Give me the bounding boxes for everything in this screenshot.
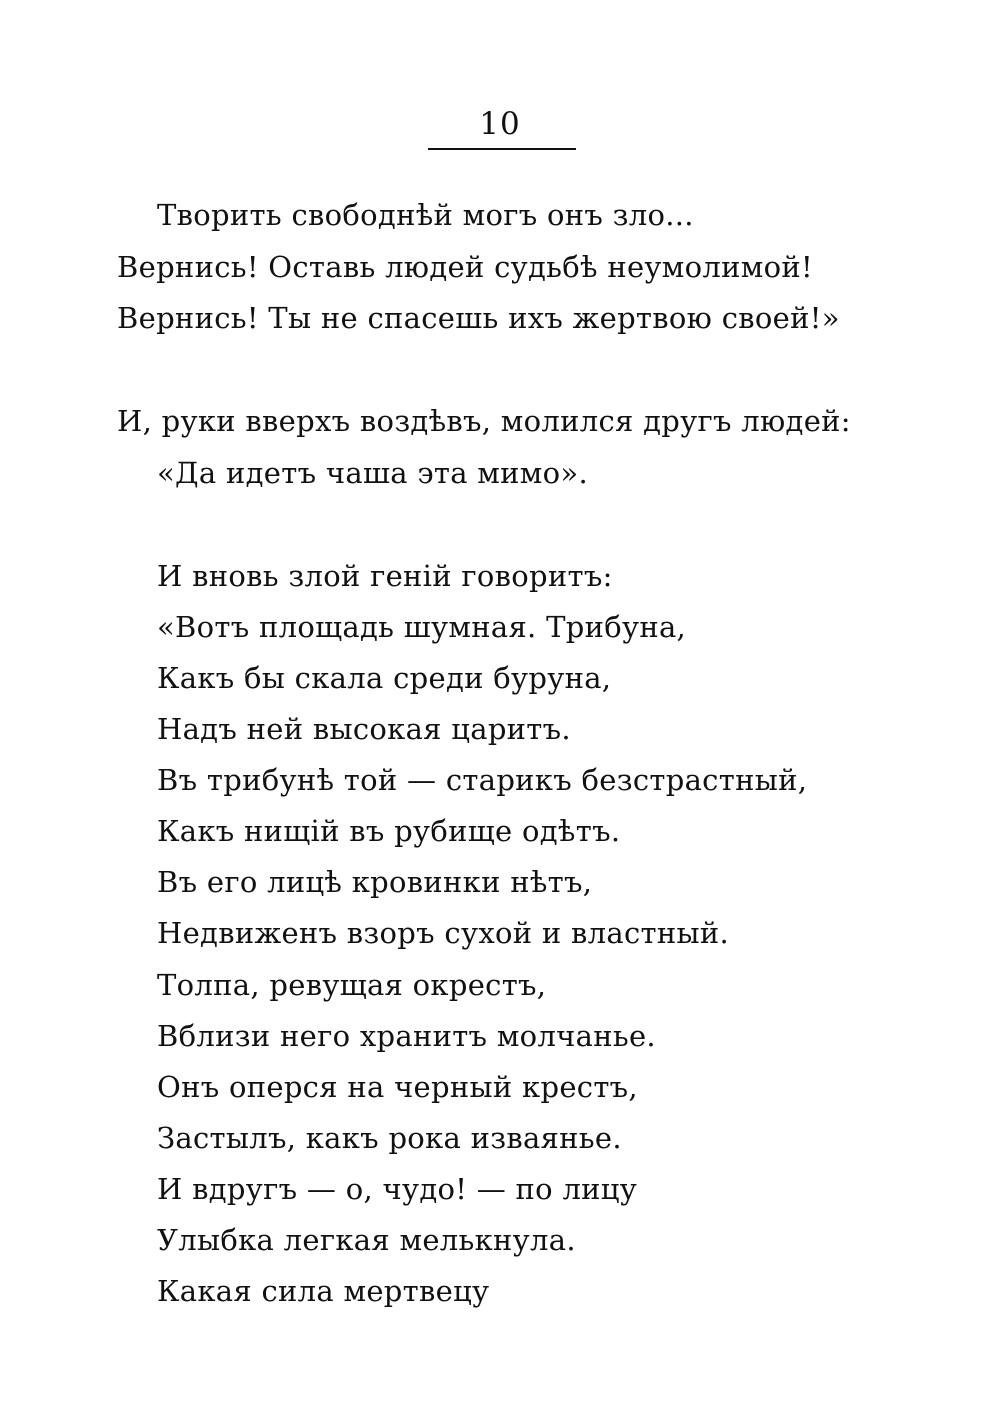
header-rule [428,148,576,150]
verse-line: И вновь злой геній говоритъ: [157,559,613,593]
verse-line: Какая сила мертвецу [157,1274,490,1308]
verse-line: Онъ оперся на черный крестъ, [157,1070,638,1104]
verse-line: Застылъ, какъ рока изваянье. [157,1121,622,1155]
verse-line: И, руки вверхъ воздѣвъ, молился другъ людей: [117,404,851,438]
verse-line: Надъ ней высокая царитъ. [157,712,571,746]
verse-line: Вернись! Ты не спасешь ихъ жертвою своей!» [117,301,840,335]
verse-line: Вернись! Оставь людей судьбѣ неумолимой! [117,250,813,284]
verse-line: «Вотъ площадь шумная. Трибуна, [157,610,687,644]
verse-line: Какъ нищій въ рубище одѣтъ. [157,814,621,848]
verse-line: «Да идетъ чаша эта мимо». [157,456,588,490]
verse-line: Въ трибунѣ той — старикъ безстрастный, [157,763,808,797]
verse-line: Творить свободнѣй могъ онъ зло... [157,198,694,232]
page-number: 10 [479,106,521,142]
verse-line: Въ его лицѣ кровинки нѣтъ, [157,865,593,899]
verse-line: Недвиженъ взоръ сухой и властный. [157,916,730,950]
verse-line: Вблизи него хранитъ молчанье. [157,1019,656,1053]
verse-line: И вдругъ — о, чудо! — по лицу [157,1172,638,1206]
verse-line: Улыбка легкая мелькнула. [157,1223,576,1257]
verse-line: Толпа, ревущая окрестъ, [157,968,547,1002]
verse-line: Какъ бы скала среди буруна, [157,661,612,695]
